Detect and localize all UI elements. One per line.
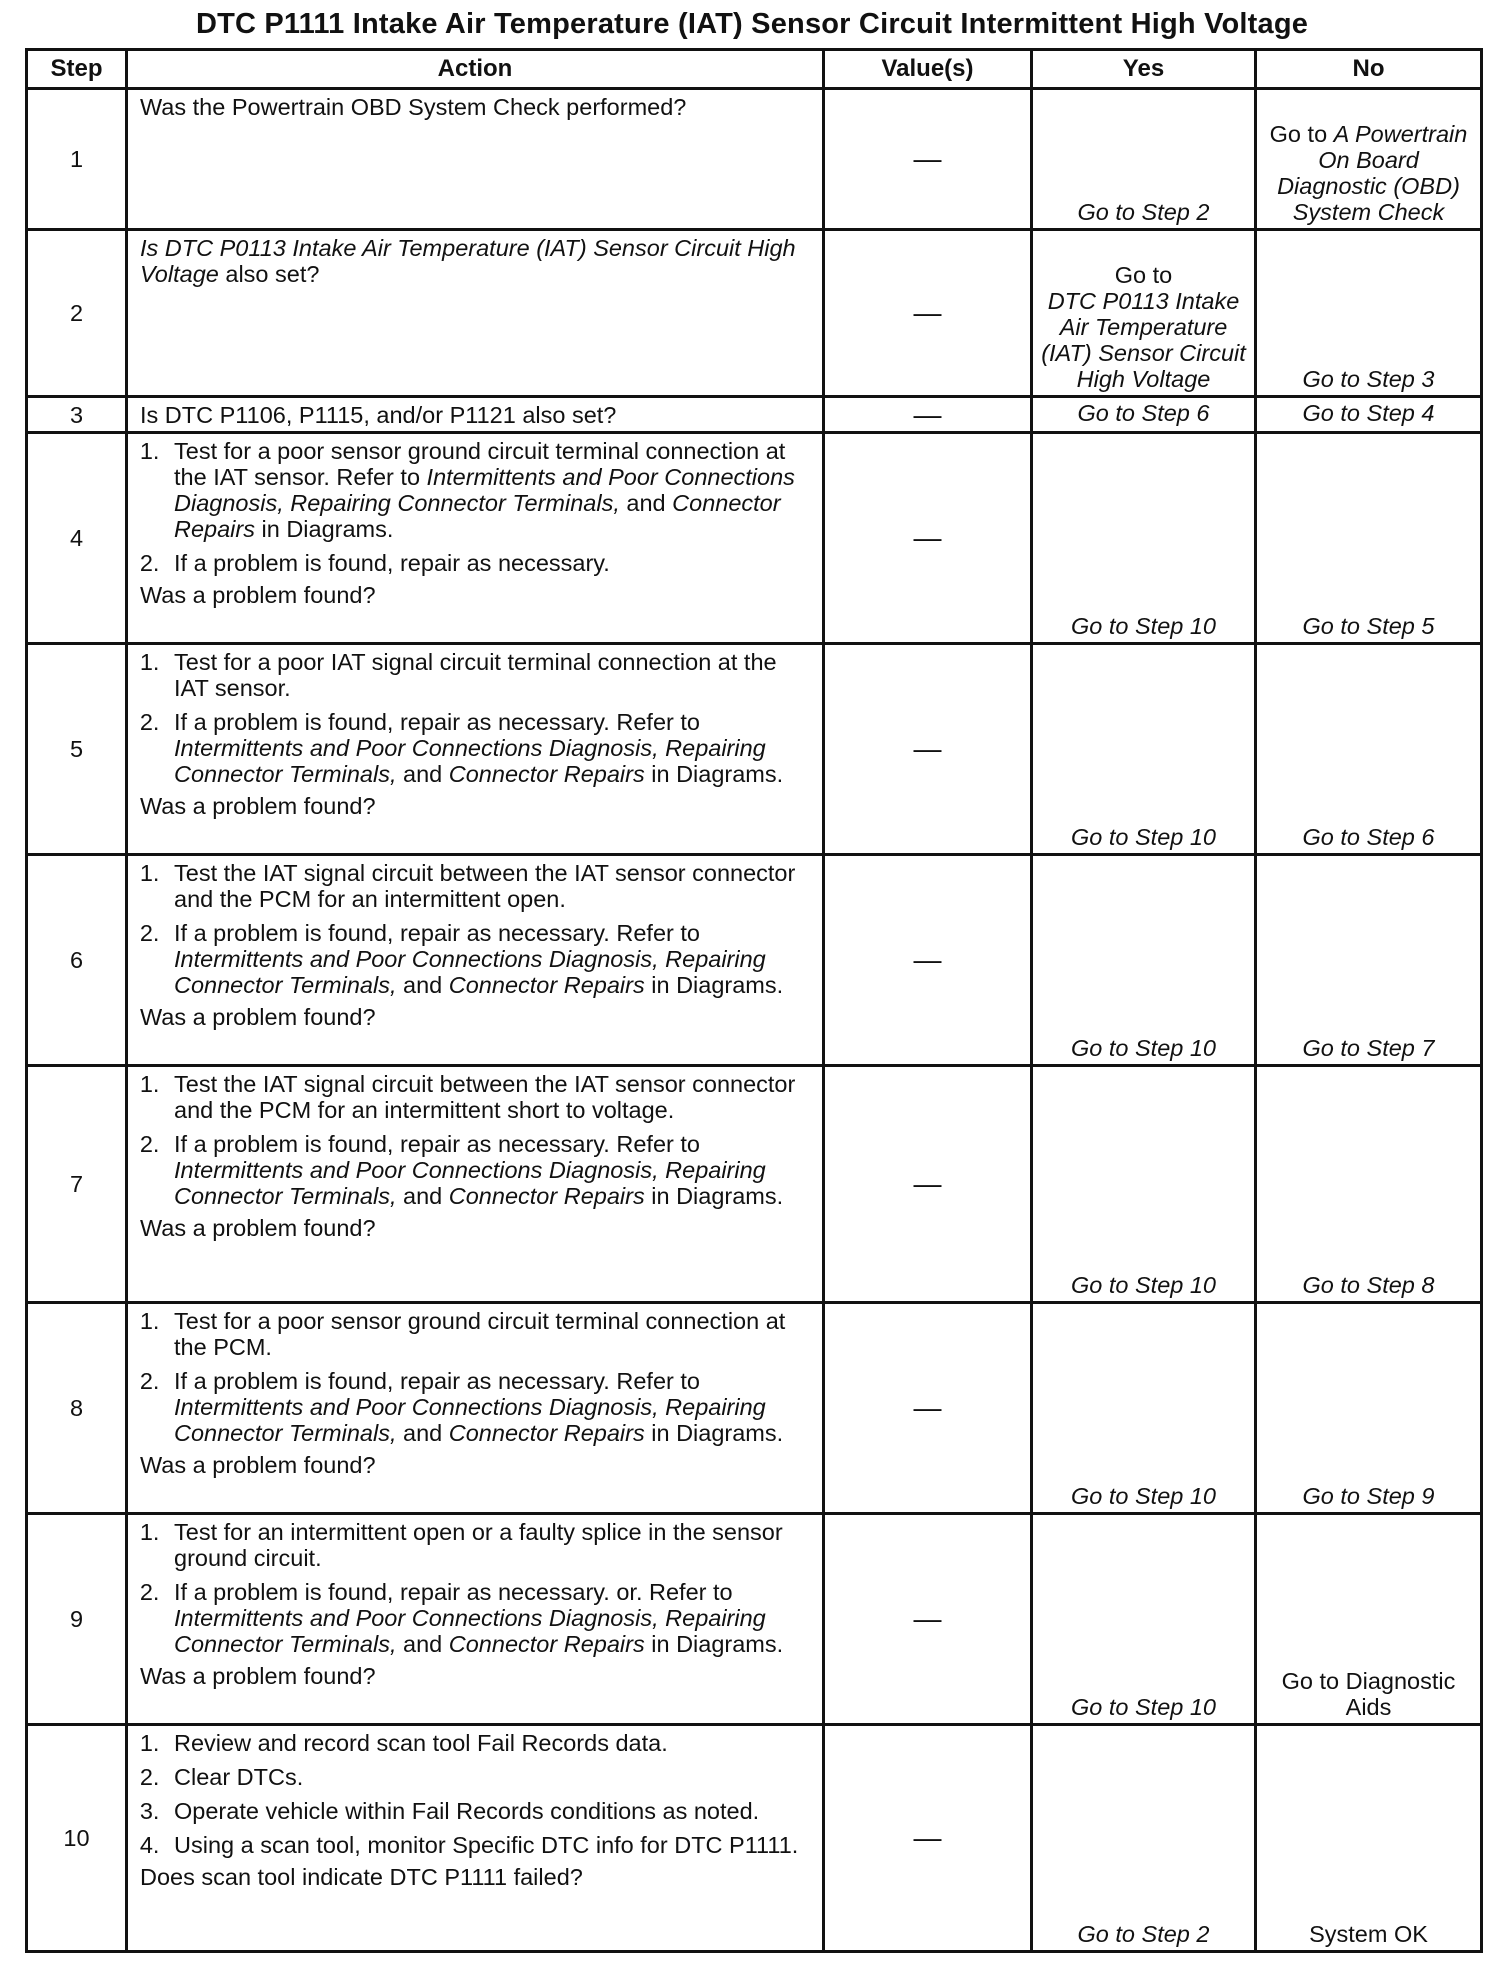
refer-link[interactable]: Repairs bbox=[563, 972, 645, 998]
table-row bbox=[27, 855, 1482, 1066]
step-number: 2 bbox=[27, 230, 127, 397]
refer-text: Refer to bbox=[616, 1368, 700, 1394]
action-item-text: Test the IAT signal circuit between the IAT sensor connector and the PCM for an intermittent open. bbox=[174, 860, 796, 912]
refer-link[interactable]: Intermittents and Poor Connections Diagnosis, bbox=[174, 1394, 659, 1420]
action-list bbox=[140, 1730, 812, 1858]
action-cell bbox=[127, 433, 824, 644]
no-link[interactable]: A Powertrain On Board Diagnostic (OBD) System Check bbox=[1277, 121, 1468, 225]
action-question: Was a problem found? bbox=[140, 1215, 376, 1241]
action-question: Was a problem found? bbox=[140, 1452, 376, 1478]
refer-link[interactable]: Intermittents and Poor Connections Diagnosis, bbox=[174, 1157, 659, 1183]
table-row bbox=[27, 89, 1482, 230]
yes-cell: Go to Step 6 bbox=[1032, 397, 1256, 433]
refer-link[interactable]: Connector bbox=[448, 1183, 558, 1209]
refer-link[interactable]: Repairs bbox=[563, 1631, 645, 1657]
refer-link[interactable]: Repairs bbox=[174, 516, 255, 542]
action-list bbox=[140, 860, 812, 998]
step-number: 8 bbox=[27, 1303, 127, 1514]
action-item-text: If a problem is found, repair as necessary. or. Refer to bbox=[174, 1579, 733, 1605]
table-row bbox=[27, 397, 1482, 433]
refer-link[interactable]: Repairing Connector Terminals, bbox=[174, 1394, 766, 1446]
header-values: Value(s) bbox=[824, 50, 1032, 89]
refer-link[interactable]: Connector bbox=[448, 1420, 558, 1446]
action-text: also set? bbox=[225, 261, 320, 287]
header-yes: Yes bbox=[1032, 50, 1256, 89]
refer-link[interactable]: Repairing Connector Terminals, bbox=[174, 1605, 766, 1657]
refer-text: in Diagrams. bbox=[651, 1631, 784, 1657]
action-cell bbox=[127, 230, 824, 397]
header-no: No bbox=[1256, 50, 1482, 89]
yes-cell: Go to Step 10 bbox=[1032, 433, 1256, 644]
no-cell: Go to Step 5 bbox=[1256, 433, 1482, 644]
value-cell: — bbox=[824, 397, 1032, 433]
action-list bbox=[140, 1071, 812, 1209]
yes-cell: Go to Step 10 bbox=[1032, 855, 1256, 1066]
action-item bbox=[166, 1308, 812, 1360]
refer-text: Refer to bbox=[616, 920, 700, 946]
yes-cell: Go to Step 10 bbox=[1032, 1514, 1256, 1725]
refer-link[interactable]: Repairing Connector Terminals, bbox=[174, 1157, 766, 1209]
value-cell: — bbox=[824, 433, 1032, 644]
action-item bbox=[166, 438, 812, 542]
refer-text: in Diagrams. bbox=[651, 1420, 784, 1446]
action-item bbox=[166, 1798, 812, 1824]
action-cell bbox=[127, 1066, 824, 1303]
refer-link[interactable]: Repairs bbox=[563, 1183, 645, 1209]
refer-link[interactable]: Repairing Connector Terminals, bbox=[174, 735, 766, 787]
refer-link[interactable]: Intermittents and Poor Connections Diagnosis, bbox=[174, 735, 659, 761]
refer-link[interactable]: Repairing Connector Terminals, bbox=[290, 490, 620, 516]
action-item bbox=[166, 1832, 812, 1858]
refer-text: Refer to bbox=[616, 709, 700, 735]
refer-text: in Diagrams. bbox=[261, 516, 394, 542]
yes-link[interactable]: DTC P0113 Intake Air Temperature (IAT) Sensor Circuit High Voltage bbox=[1041, 288, 1246, 392]
action-list bbox=[140, 1519, 812, 1657]
action-item bbox=[166, 860, 812, 912]
refer-link[interactable]: Connector bbox=[672, 490, 781, 516]
action-question: Was a problem found? bbox=[140, 793, 376, 819]
action-item-text: Clear DTCs. bbox=[174, 1764, 304, 1790]
action-item-text: If a problem is found, repair as necessary. bbox=[174, 1131, 610, 1157]
diagnostic-table bbox=[25, 48, 1483, 1953]
value-cell: — bbox=[824, 1514, 1032, 1725]
no-cell: Go to Diagnostic Aids bbox=[1256, 1514, 1482, 1725]
action-item-text: If a problem is found, repair as necessary. bbox=[174, 709, 610, 735]
table-row bbox=[27, 1066, 1482, 1303]
value-cell: — bbox=[824, 230, 1032, 397]
action-cell bbox=[127, 1514, 824, 1725]
step-number: 7 bbox=[27, 1066, 127, 1303]
action-cell bbox=[127, 89, 824, 230]
no-cell: Go to Step 8 bbox=[1256, 1066, 1482, 1303]
refer-link[interactable]: Intermittents and Poor Connections Diagnosis, bbox=[174, 464, 795, 516]
refer-text: Refer to bbox=[336, 464, 421, 490]
action-list bbox=[140, 1308, 812, 1446]
page-title: DTC P1111 Intake Air Temperature (IAT) Sensor Circuit Intermittent High Voltage bbox=[195, 8, 1309, 40]
no-cell: Go to Step 3 bbox=[1256, 230, 1482, 397]
action-cell bbox=[127, 1303, 824, 1514]
value-cell: — bbox=[824, 1303, 1032, 1514]
table-row bbox=[27, 433, 1482, 644]
yes-cell: Go to Step 10 bbox=[1032, 1303, 1256, 1514]
yes-prefix: Go to bbox=[1114, 262, 1173, 288]
action-item bbox=[166, 1131, 812, 1209]
refer-text: and bbox=[403, 1420, 443, 1446]
action-question: Was a problem found? bbox=[140, 1663, 376, 1689]
no-cell bbox=[1256, 89, 1482, 230]
action-link[interactable]: Is DTC P0113 Intake Air Temperature (IAT) Sensor Circuit High Voltage bbox=[140, 235, 796, 287]
step-number: 6 bbox=[27, 855, 127, 1066]
action-question: Was a problem found? bbox=[140, 1004, 376, 1030]
action-item bbox=[166, 1519, 812, 1571]
action-list bbox=[140, 438, 812, 576]
refer-text: and bbox=[403, 1631, 443, 1657]
no-prefix: Go to bbox=[1269, 121, 1328, 147]
yes-cell: Go to Step 2 bbox=[1032, 89, 1256, 230]
action-item-text: Review and record scan tool Fail Records data. bbox=[174, 1730, 668, 1756]
value-cell: — bbox=[824, 1725, 1032, 1952]
yes-cell bbox=[1032, 230, 1256, 397]
action-question: Does scan tool indicate DTC P1111 failed? bbox=[140, 1864, 583, 1890]
action-item-text: Test for a poor sensor ground circuit terminal connection at the PCM. bbox=[174, 1308, 786, 1360]
refer-link[interactable]: Connector bbox=[448, 1631, 558, 1657]
value-cell: — bbox=[824, 1066, 1032, 1303]
refer-link[interactable]: Connector bbox=[448, 761, 558, 787]
action-cell bbox=[127, 644, 824, 855]
action-text: Was the Powertrain OBD System Check performed? bbox=[140, 94, 687, 120]
action-item-text: If a problem is found, repair as necessary. bbox=[174, 550, 610, 576]
yes-cell: Go to Step 10 bbox=[1032, 1066, 1256, 1303]
no-cell: Go to Step 7 bbox=[1256, 855, 1482, 1066]
step-number: 10 bbox=[27, 1725, 127, 1952]
action-list bbox=[140, 649, 812, 787]
action-cell bbox=[127, 1725, 824, 1952]
table-row bbox=[27, 1725, 1482, 1952]
table-row bbox=[27, 1303, 1482, 1514]
action-item bbox=[166, 1579, 812, 1657]
table-header-row bbox=[27, 50, 1482, 89]
refer-text: in Diagrams. bbox=[651, 761, 784, 787]
refer-link[interactable]: Connector bbox=[448, 972, 558, 998]
step-number: 9 bbox=[27, 1514, 127, 1725]
refer-text: in Diagrams. bbox=[651, 1183, 784, 1209]
refer-text: and bbox=[403, 972, 443, 998]
value-cell: — bbox=[824, 644, 1032, 855]
action-item-text: Operate vehicle within Fail Records conditions as noted. bbox=[174, 1798, 760, 1824]
action-item-text: Using a scan tool, monitor Specific DTC info for DTC P1111. bbox=[174, 1832, 799, 1858]
no-cell: Go to Step 6 bbox=[1256, 644, 1482, 855]
action-item bbox=[166, 1368, 812, 1446]
value-cell: — bbox=[824, 89, 1032, 230]
step-number: 4 bbox=[27, 433, 127, 644]
table-row bbox=[27, 644, 1482, 855]
refer-text: and bbox=[403, 761, 443, 787]
refer-link[interactable]: Intermittents and Poor Connections Diagnosis, bbox=[174, 946, 659, 972]
step-number: 3 bbox=[27, 397, 127, 433]
action-item-text: If a problem is found, repair as necessary. bbox=[174, 920, 610, 946]
table-row bbox=[27, 230, 1482, 397]
action-cell bbox=[127, 855, 824, 1066]
header-action: Action bbox=[127, 50, 824, 89]
refer-link[interactable]: Intermittents and Poor Connections Diagnosis, bbox=[174, 1605, 659, 1631]
refer-text: Refer to bbox=[616, 1131, 700, 1157]
action-cell bbox=[127, 397, 824, 433]
action-item bbox=[166, 550, 812, 576]
refer-text: and bbox=[403, 1183, 443, 1209]
action-text: Is DTC P1106, P1115, and/or P1121 also set? bbox=[140, 401, 617, 428]
no-cell: System OK bbox=[1256, 1725, 1482, 1952]
action-item-text: If a problem is found, repair as necessary. bbox=[174, 1368, 610, 1394]
action-item bbox=[166, 1730, 812, 1756]
step-number: 1 bbox=[27, 89, 127, 230]
action-item-text: Test for a poor sensor ground circuit terminal connection at the IAT sensor. bbox=[174, 438, 786, 490]
yes-cell: Go to Step 2 bbox=[1032, 1725, 1256, 1952]
no-cell: Go to Step 4 bbox=[1256, 397, 1482, 433]
table-row bbox=[27, 1514, 1482, 1725]
refer-link[interactable]: Repairs bbox=[563, 761, 645, 787]
refer-link[interactable]: Repairing Connector Terminals, bbox=[174, 946, 766, 998]
action-item bbox=[166, 649, 812, 701]
action-item-text: Test for a poor IAT signal circuit terminal connection at the IAT sensor. bbox=[174, 649, 777, 701]
action-item-text: Test the IAT signal circuit between the IAT sensor connector and the PCM for an intermittent short to voltage. bbox=[174, 1071, 796, 1123]
refer-text: and bbox=[626, 490, 666, 516]
action-item bbox=[166, 1071, 812, 1123]
refer-text: in Diagrams. bbox=[651, 972, 784, 998]
refer-link[interactable]: Repairs bbox=[563, 1420, 645, 1446]
step-number: 5 bbox=[27, 644, 127, 855]
action-item bbox=[166, 920, 812, 998]
action-item-text: Test for an intermittent open or a faulty splice in the sensor ground circuit. bbox=[174, 1519, 783, 1571]
no-cell: Go to Step 9 bbox=[1256, 1303, 1482, 1514]
yes-cell: Go to Step 10 bbox=[1032, 644, 1256, 855]
action-question: Was a problem found? bbox=[140, 582, 376, 608]
action-item bbox=[166, 1764, 812, 1790]
action-item bbox=[166, 709, 812, 787]
header-step: Step bbox=[27, 50, 127, 89]
value-cell: — bbox=[824, 855, 1032, 1066]
